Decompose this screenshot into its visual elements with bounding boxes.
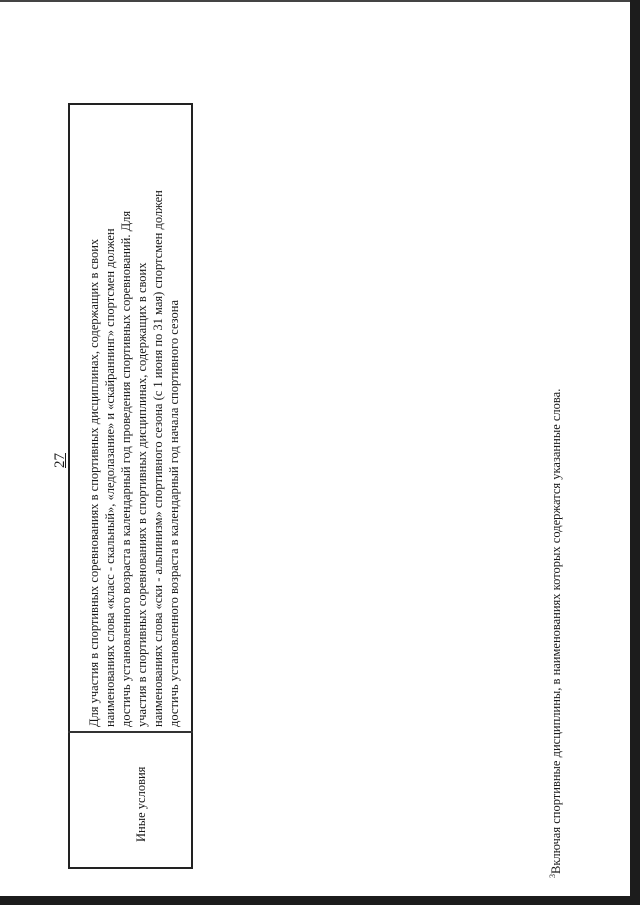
table-text-line-3: достичь установленного возраста в календарный год проведения спортивных соревнований. Для (119, 210, 133, 727)
scan-edge-right (630, 0, 640, 905)
table-text-line-4: участия в спортивных соревнованиях в спортивных дисциплинах, содержащих в своих (135, 262, 149, 727)
footnote-text: Включая спортивные дисциплины, в наименованиях которых содержатся указанные слова. (549, 388, 564, 874)
table-label-cell: Иные условия (134, 766, 148, 842)
table-column-divider (68, 731, 193, 733)
page-number: 27 (52, 453, 68, 468)
table-text-line-6: достичь установленного возраста в календарный год начала спортивного сезона (167, 299, 181, 727)
footnote-marker: 3 (548, 874, 557, 878)
table-text-line-5: наименованиях слова «ски - альпинизм» спортивного сезона (с 1 июня по 31 мая) спортсмен должен (151, 190, 165, 727)
scan-edge-top (0, 0, 630, 2)
table-text-line-1: Для участия в спортивных соревнованиях в спортивных дисциплинах, содержащих в своих (87, 238, 101, 727)
table-text-line-2: наименованиях слова «класс - скальный», «ледолазание» и «скайраннинг» спортсмен должен (103, 228, 117, 727)
footnote (548, 389, 564, 878)
scan-edge-bottom (0, 896, 640, 905)
